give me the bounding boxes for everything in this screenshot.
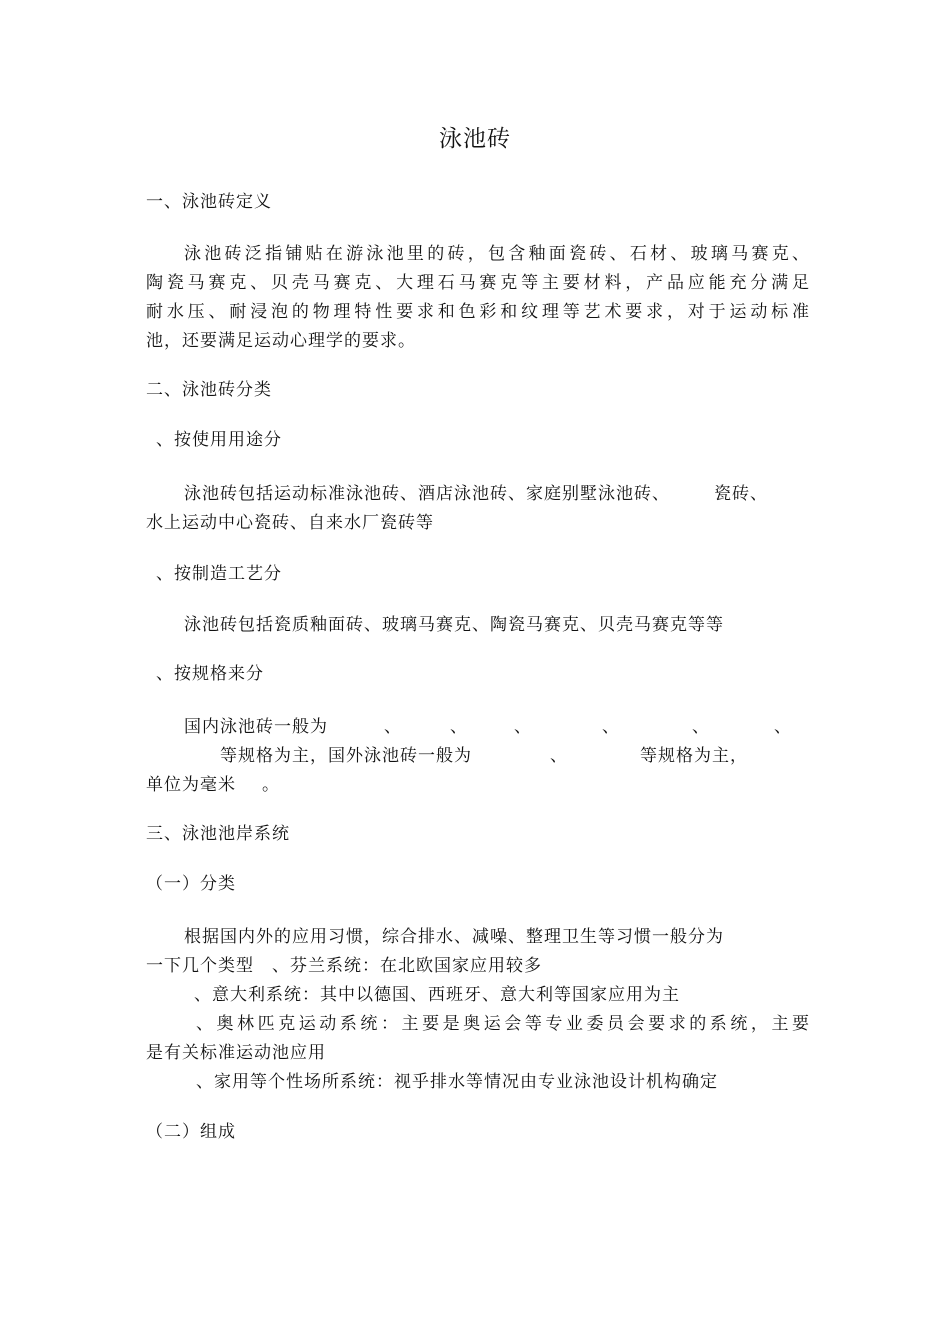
document-title: 泳池砖 — [439, 126, 511, 152]
paragraph-types: 根据国内外的应用习惯，综合排水、减噪、整理卫生等习惯一般分为 一下几个类型 、芬兰系统：在北欧国家应用较多 、意大利系统：其中以德国、西班牙、意大利等国家应用为主 、奥林匹克运动系统：主要是奥运会等专业委员会要求的系统，主要 是有关标准运动池应用 、家用等个性场所系统：视乎排水等情况由专业泳池设计机构确定 — [146, 927, 810, 1092]
section-heading-definition: 一、泳池砖定义 — [146, 192, 272, 212]
section-heading-pool-deck: 三、泳池池岸系统 — [146, 824, 290, 844]
usage-text-b: 瓷砖、 — [714, 484, 768, 504]
subheading-by-usage: 、按使用用途分 — [156, 430, 282, 450]
section-heading-classification: 二、泳池砖分类 — [146, 380, 272, 400]
paragraph-by-size: 国内泳池砖一般为 、 、 、 、 、 、 等规格为主，国外泳池砖一般为 、 等规格为主， 单位为毫米 。 — [146, 717, 792, 795]
subheading-types: （一）分类 — [146, 874, 236, 894]
paragraph-by-usage: 泳池砖包括运动标准泳池砖、酒店泳池砖、家庭别墅泳池砖、 瓷砖、 水上运动中心瓷砖、自来水厂瓷砖等 — [146, 484, 768, 533]
subheading-composition: （二）组成 — [146, 1122, 236, 1142]
subheading-by-process: 、按制造工艺分 — [156, 564, 282, 584]
subheading-by-size: 、按规格来分 — [156, 664, 264, 684]
paragraph-by-process: 泳池砖包括瓷质釉面砖、玻璃马赛克、陶瓷马赛克、贝壳马赛克等等 — [184, 615, 724, 635]
paragraph-definition: 泳池砖泛指铺贴在游泳池里的砖，包含釉面瓷砖、石材、玻璃马赛克、 陶瓷马赛克、贝壳马赛克、大理石马赛克等主要材料，产品应能充分满足 耐水压、耐浸泡的物理特性要求和色彩和纹理等艺术要求，对于运动标准 池，还要满足运动心理学的要求。 — [146, 244, 810, 351]
usage-text-a: 泳池砖包括运动标准泳池砖、酒店泳池砖、家庭别墅泳池砖、 — [184, 484, 670, 504]
